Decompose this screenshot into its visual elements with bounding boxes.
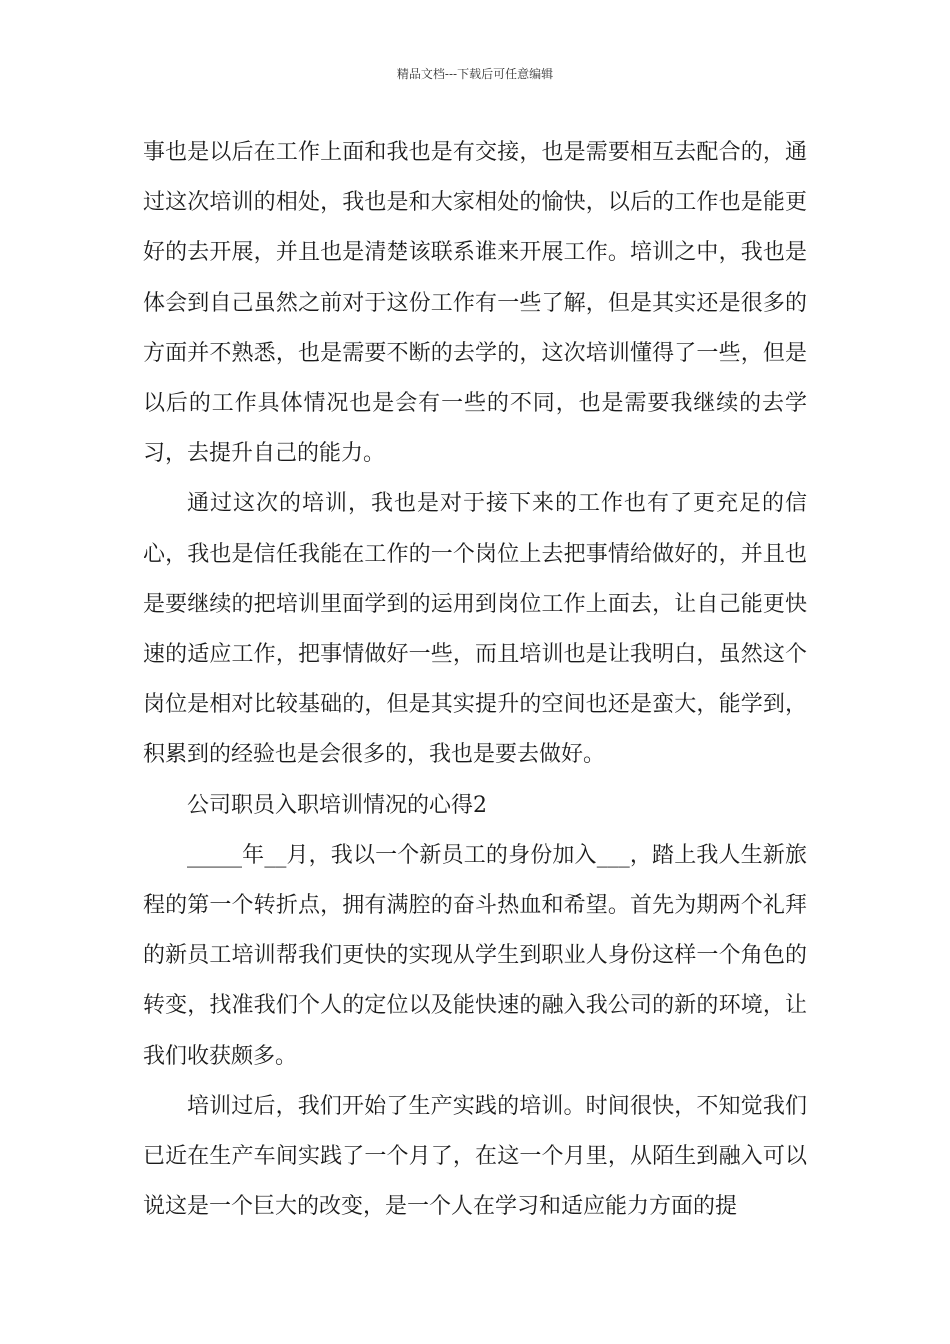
paragraph: 培训过后，我们开始了生产实践的培训。时间很快，不知觉我们已近在生产车间实践了一个月了，在这一个月里，从陌生到融入可以说这是一个巨大的改变，是一个人在学习和适应能力方面的提 [143, 1093, 807, 1220]
page-header: 精品文档---下载后可任意编辑 [396, 67, 554, 81]
paragraph: 通过这次的培训，我也是对于接下来的工作也有了更充足的信心，我也是信任我能在工作的一个岗位上去把事情给做好的，并且也是要继续的把培训里面学到的运用到岗位工作上面去，让自己能更快速的适应工作，把事情做好一些，而且培训也是让我明白，虽然这个岗位是相对比较基础的，但是其实提升的空间也还是蛮大，能学到，积累到的经验也是会很多的，我也是要去做好。 [143, 491, 807, 768]
paragraph-continuation: 事也是以后在工作上面和我也是有交接，也是需要相互去配合的，通过这次培训的相处，我也是和大家相处的愉快，以后的工作也是能更好的去开展，并且也是清楚该联系谁来开展工作。培训之中，我也是体会到自己虽然之前对于这份工作有一些了解，但是其实还是很多的方面并不熟悉，也是需要不断的去学的，这次培训懂得了一些，但是以后的工作具体情况也是会有一些的不同，也是需要我继续的去学习，去提升自己的能力。 [143, 140, 807, 467]
document-body [143, 128, 807, 1232]
paragraph: _____年__月，我以一个新员工的身份加入___，踏上我人生新旅程的第一个转折点，拥有满腔的奋斗热血和希望。首先为期两个礼拜的新员工培训帮我们更快的实现从学生到职业人身份这样一个角色的转变，找准我们个人的定位以及能快速的融入我公司的新的环境，让我们收获颇多。 [143, 842, 807, 1069]
section-heading: 公司职员入职培训情况的心得2 [187, 792, 487, 818]
